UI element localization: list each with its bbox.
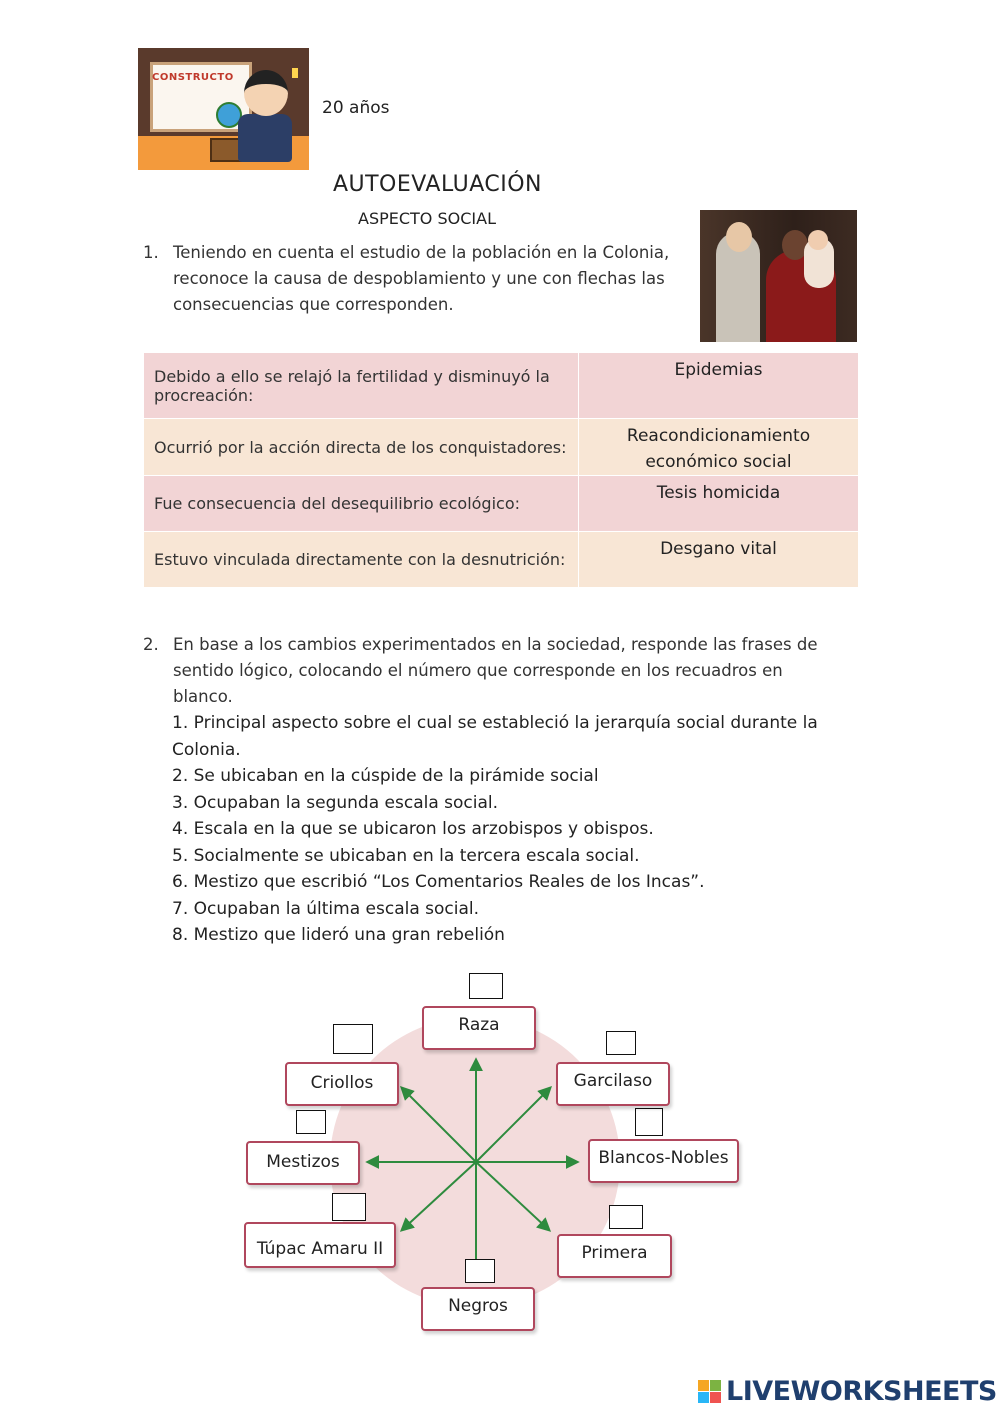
liveworksheets-mark-icon: [698, 1380, 722, 1404]
node-negros: Negros: [421, 1287, 535, 1331]
answer-box-mestizos[interactable]: [296, 1110, 326, 1134]
table-cell-right: Tesis homicida: [579, 476, 859, 532]
question-2-text: En base a los cambios experimentados en la sociedad, responde las frases de sentido lógico, colocando el número que corresponde en los recuadros en blanco.: [173, 635, 818, 706]
table-cell-left: Debido a ello se relajó la fertilidad y disminuyó la procreación:: [144, 353, 579, 419]
liveworksheets-text: LIVEWORKSHEETS: [726, 1376, 997, 1407]
table-cell-right: Reacondicionamiento económico social: [579, 419, 859, 476]
list-item: 8. Mestizo que lideró una gran rebelión: [172, 925, 505, 945]
answer-box-negros[interactable]: [465, 1259, 495, 1283]
table-cell-right: Epidemias: [579, 353, 859, 419]
question-1-number: 1.: [143, 243, 159, 262]
node-tupac-amaru: Túpac Amaru II: [244, 1222, 396, 1268]
years-label: 20 años: [322, 98, 390, 118]
node-primera: Primera: [557, 1234, 672, 1278]
table-cell-left: Fue consecuencia del desequilibrio ecológico:: [144, 476, 579, 532]
list-item: 6. Mestizo que escribió “Los Comentarios Reales de los Incas”.: [172, 872, 705, 892]
page-title: AUTOEVALUACIÓN: [332, 172, 543, 197]
table-cell-left: Estuvo vinculada directamente con la desnutrición:: [144, 532, 579, 588]
logo-brand-text: CONSTRUCTO: [152, 72, 234, 83]
table-cell-left: Ocurrió por la acción directa de los conquistadores:: [144, 419, 579, 476]
table-cell-right: Desgano vital: [579, 532, 859, 588]
node-mestizos: Mestizos: [246, 1141, 360, 1185]
list-item: 1. Principal aspecto sobre el cual se estableció la jerarquía social durante la Colonia.: [172, 713, 818, 760]
node-raza: Raza: [422, 1006, 536, 1050]
question-2-number: 2.: [143, 635, 159, 654]
list-item: 7. Ocupaban la última escala social.: [172, 898, 480, 919]
list-item: 3. Ocupaban la segunda escala social.: [172, 792, 499, 813]
answer-box-tupac[interactable]: [332, 1193, 366, 1221]
list-item: 5. Socialmente se ubicaban en la tercera escala social.: [172, 845, 640, 866]
list-item: 2. Se ubicaban en la cúspide de la pirámide social: [172, 766, 599, 786]
list-item: 4. Escala en la que se ubicaron los arzobispos y obispos.: [172, 819, 654, 839]
node-blancos-nobles: Blancos-Nobles: [588, 1139, 739, 1183]
answer-box-criollos[interactable]: [333, 1024, 373, 1054]
answer-box-primera[interactable]: [609, 1205, 643, 1229]
question-1-text: Teniendo en cuenta el estudio de la población en la Colonia, reconoce la causa de despoblamiento y une con flechas las consecuencias que corresponden.: [173, 243, 670, 314]
answer-box-raza[interactable]: [469, 973, 503, 999]
node-garcilaso: Garcilaso: [556, 1062, 670, 1106]
answer-box-blancos[interactable]: [635, 1108, 663, 1136]
answer-box-garcilaso[interactable]: [606, 1031, 636, 1055]
section-subtitle: ASPECTO SOCIAL: [358, 209, 496, 228]
node-criollos: Criollos: [285, 1062, 399, 1106]
